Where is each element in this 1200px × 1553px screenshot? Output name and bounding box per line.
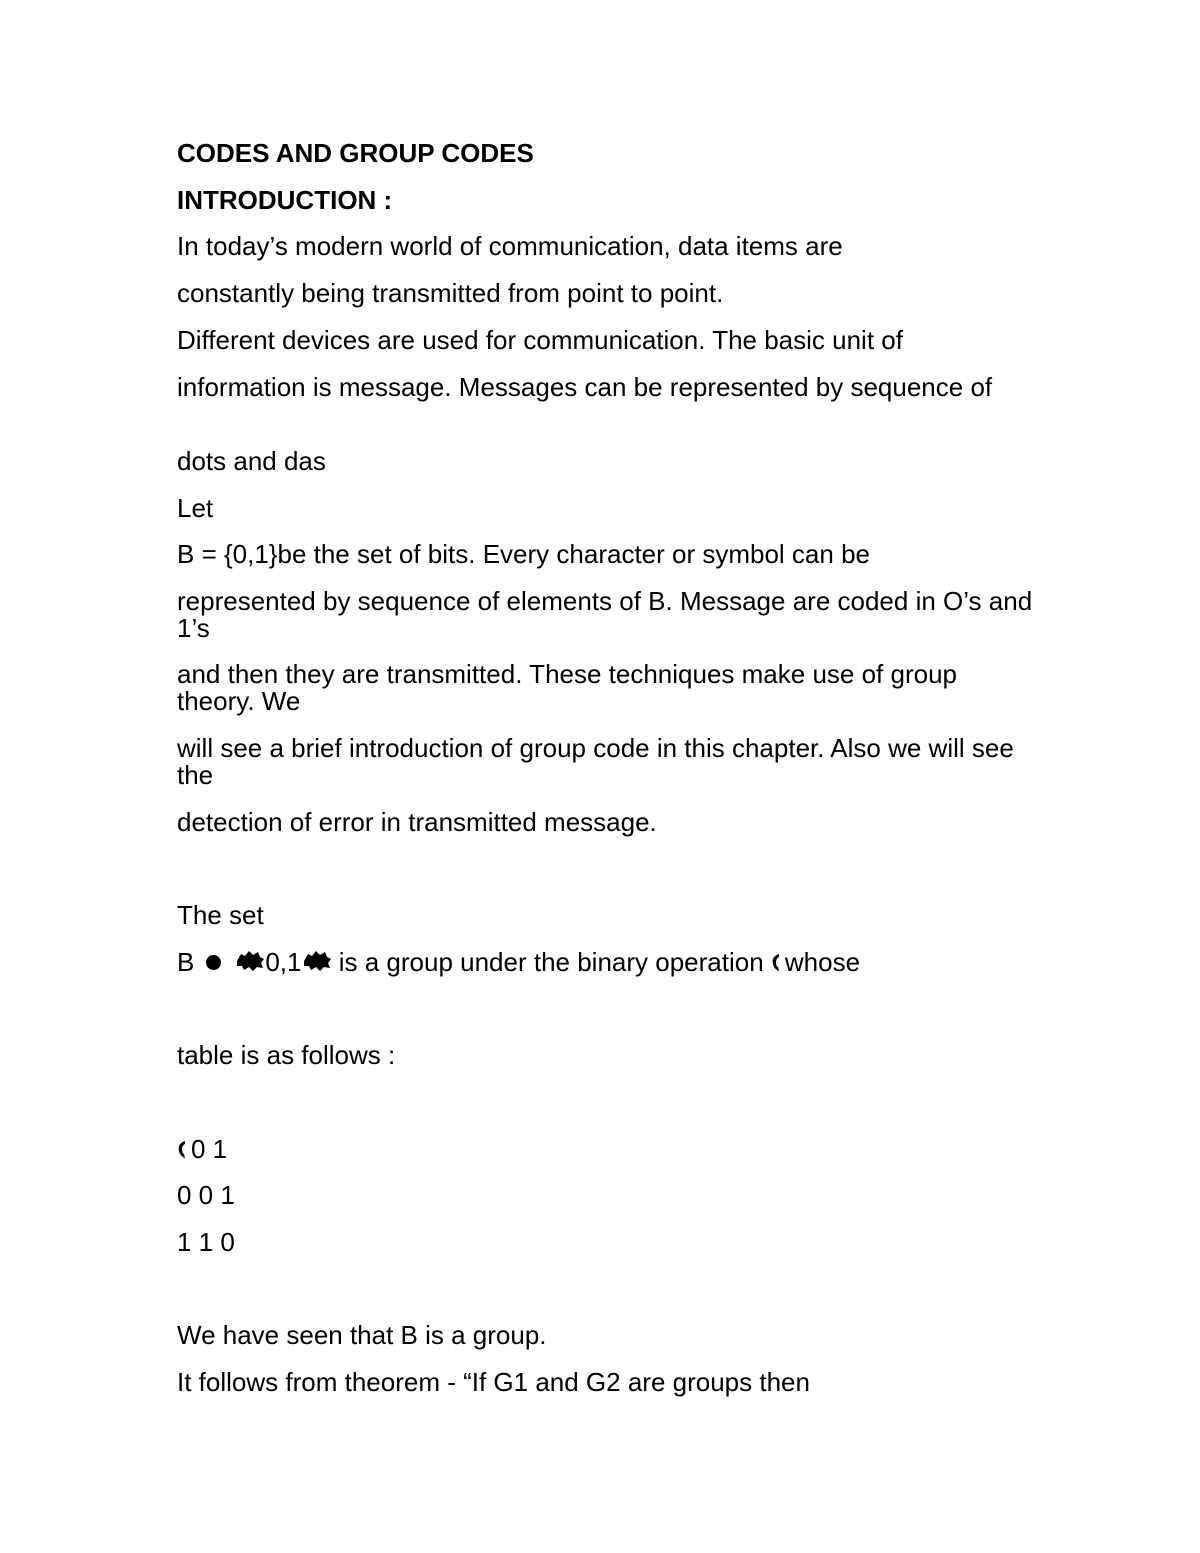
paragraph-line: B = {0,1}be the set of bits. Every character or symbol can be (177, 539, 870, 569)
paragraph-line: represented by sequence of elements of B. Message are coded in O’s and 1’s (177, 586, 1033, 643)
paragraph-line: Let (177, 493, 214, 523)
set-b-label: B (177, 947, 195, 977)
paragraph-line: dots and das (177, 446, 326, 476)
table-row: 0 0 1 (177, 1180, 235, 1210)
set-rest-text: is a group under the binary operation (331, 947, 771, 977)
table-intro: table is as follows : (177, 1040, 396, 1070)
paragraph-line: It follows from theorem - “If G1 and G2 are groups then (177, 1367, 810, 1397)
set-intro: The set (177, 900, 264, 930)
paragraph-line: In today’s modern world of communication, data items are (177, 231, 843, 261)
binary-operation-icon (771, 951, 781, 973)
burst-brace-icon (302, 950, 332, 972)
paragraph-line: and then they are transmitted. These techniques make use of group theory. We (177, 659, 957, 716)
table-header-values: 0 1 (191, 1134, 228, 1164)
section-heading: INTRODUCTION : (177, 185, 393, 215)
paragraph-line: detection of error in transmitted message. (177, 807, 657, 837)
set-whose-text: whose (784, 947, 861, 977)
burst-brace-icon (235, 950, 265, 972)
document-title: CODES AND GROUP CODES (177, 138, 534, 168)
binary-operation-icon (177, 1138, 187, 1160)
operation-table-header (177, 1134, 227, 1164)
set-elements: 0,1 (265, 947, 302, 977)
filled-dot-icon (206, 955, 221, 970)
paragraph-line: will see a brief introduction of group code in this chapter. Also we will see the (177, 733, 1014, 790)
paragraph-line: We have seen that B is a group. (177, 1320, 547, 1350)
paragraph-line: Different devices are used for communication. The basic unit of (177, 325, 903, 355)
table-row: 1 1 0 (177, 1227, 235, 1257)
set-definition-line (177, 947, 860, 977)
paragraph-line: information is message. Messages can be represented by sequence of (177, 372, 993, 402)
paragraph-line: constantly being transmitted from point to point. (177, 278, 724, 308)
